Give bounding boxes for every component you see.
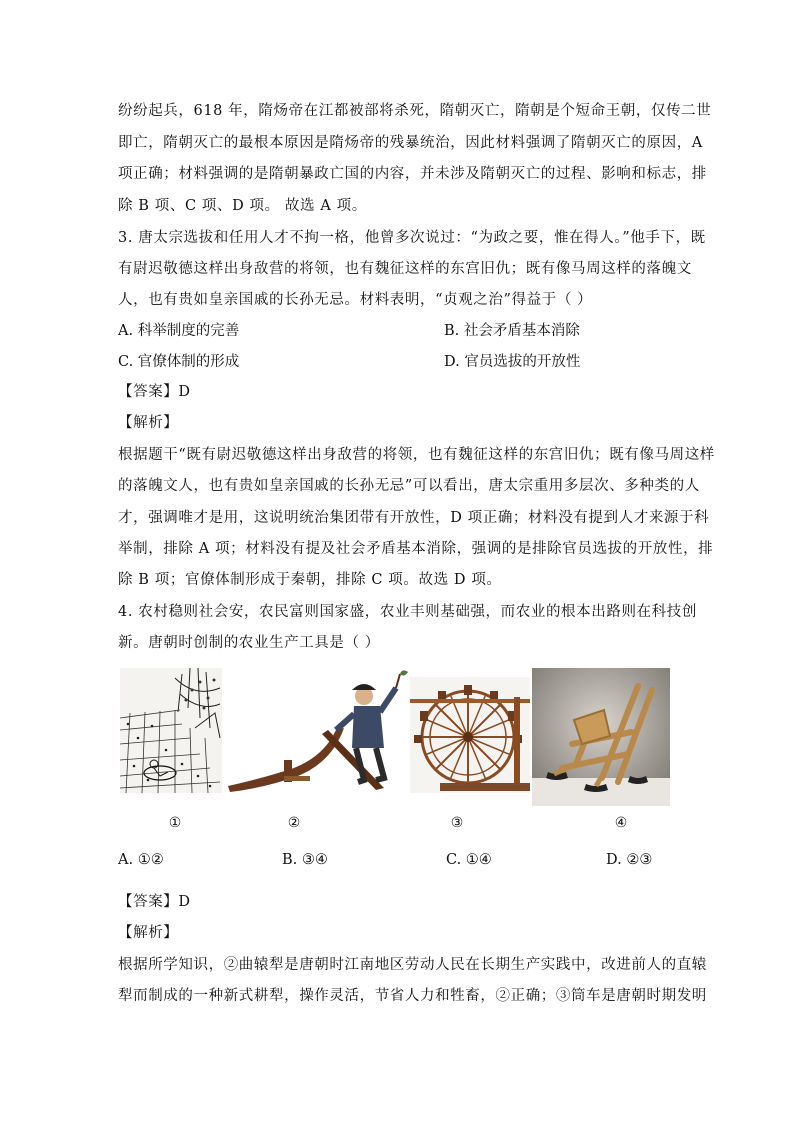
question-3-line: 有尉迟敬德这样出身敌营的将领，也有魏征这样的东宫旧仇；既有像马周这样的落魄文 — [118, 261, 692, 277]
q3-option-c: C. 官僚体制的形成 — [118, 354, 240, 370]
q3-option-b: B. 社会矛盾基本消除 — [444, 323, 580, 339]
picture-4-wooden-tool — [532, 668, 670, 806]
picture-4-caption: ④ — [614, 815, 628, 831]
q3-analysis-line: 除 B 项；官僚体制形成于秦朝，排除 C 项。故选 D 项。 — [118, 572, 502, 588]
picture-3-caption: ③ — [450, 815, 464, 831]
picture-1-woodcut — [120, 668, 222, 793]
picture-2-plough — [224, 668, 408, 793]
q4-answer: 【答案】D — [118, 894, 191, 910]
text-line: 除 B 项、C 项、D 项。 故选 A 项。 — [118, 198, 367, 214]
picture-2-caption: ② — [287, 815, 301, 831]
q3-analysis-label: 【解析】 — [118, 415, 179, 431]
text-line: 纷纷起兵，618 年，隋炀帝在江都被部将杀死，隋朝灭亡，隋朝是个短命王朝，仅传二世 — [118, 103, 712, 119]
q3-analysis-line: 根据题干“既有尉迟敬德这样出身敌营的将领，也有魏征这样的东宫旧仇；既有像马周这样 — [118, 447, 715, 463]
question-3-line: 3. 唐太宗选拔和任用人才不拘一格，他曾多次说过：“为政之要，惟在得人。”他手下，既 — [118, 230, 706, 246]
q4-option-b: B. ③④ — [282, 852, 328, 868]
q3-analysis-line: 才，强调唯才是用，这说明统治集团带有开放性，D 项正确；材料没有提到人才来源于科 — [118, 510, 710, 526]
q3-option-a: A. 科举制度的完善 — [118, 323, 240, 339]
q4-analysis-label: 【解析】 — [118, 925, 179, 941]
question-3-line: 人，也有贵如皇亲国戚的长孙无忌。材料表明，“贞观之治”得益于（ ） — [118, 292, 593, 308]
q3-option-d: D. 官员选拔的开放性 — [444, 354, 581, 370]
q4-option-a: A. ①② — [118, 852, 164, 868]
q3-analysis-line: 举制，排除 A 项；材料没有提及社会矛盾基本消除，强调的是排除官员选拔的开放性，排 — [118, 541, 714, 557]
question-4-line: 新。唐朝时创制的农业生产工具是（ ） — [118, 635, 380, 651]
q3-answer: 【答案】D — [118, 384, 191, 400]
q3-analysis-line: 的落魄文人，也有贵如皇亲国戚的长孙无忌”可以看出，唐太宗重用多层次、多种类的人 — [118, 478, 700, 494]
q4-option-c: C. ①④ — [446, 852, 492, 868]
picture-3-water-wheel — [410, 677, 530, 793]
q4-analysis-line: 犁而制成的一种新式耕犁，操作灵活，节省人力和牲畜，②正确；③筒车是唐朝时期发明 — [118, 988, 707, 1004]
text-line: 项正确；材料强调的是隋朝暴政亡国的内容，并未涉及隋朝灭亡的过程、影响和标志，排 — [118, 166, 707, 182]
q4-analysis-line: 根据所学知识，②曲辕犁是唐朝时江南地区劳动人民在长期生产实践中，改进前人的直辕 — [118, 957, 707, 973]
q4-option-d: D. ②③ — [606, 852, 653, 868]
picture-1-caption: ① — [168, 815, 182, 831]
question-4-line: 4. 农村稳则社会安，农民富则国家盛，农业丰则基础强，而农业的根本出路则在科技创 — [118, 604, 697, 620]
text-line: 即亡，隋朝灭亡的最根本原因是隋炀帝的残暴统治，因此材料强调了隋朝灭亡的原因，A — [118, 135, 703, 151]
